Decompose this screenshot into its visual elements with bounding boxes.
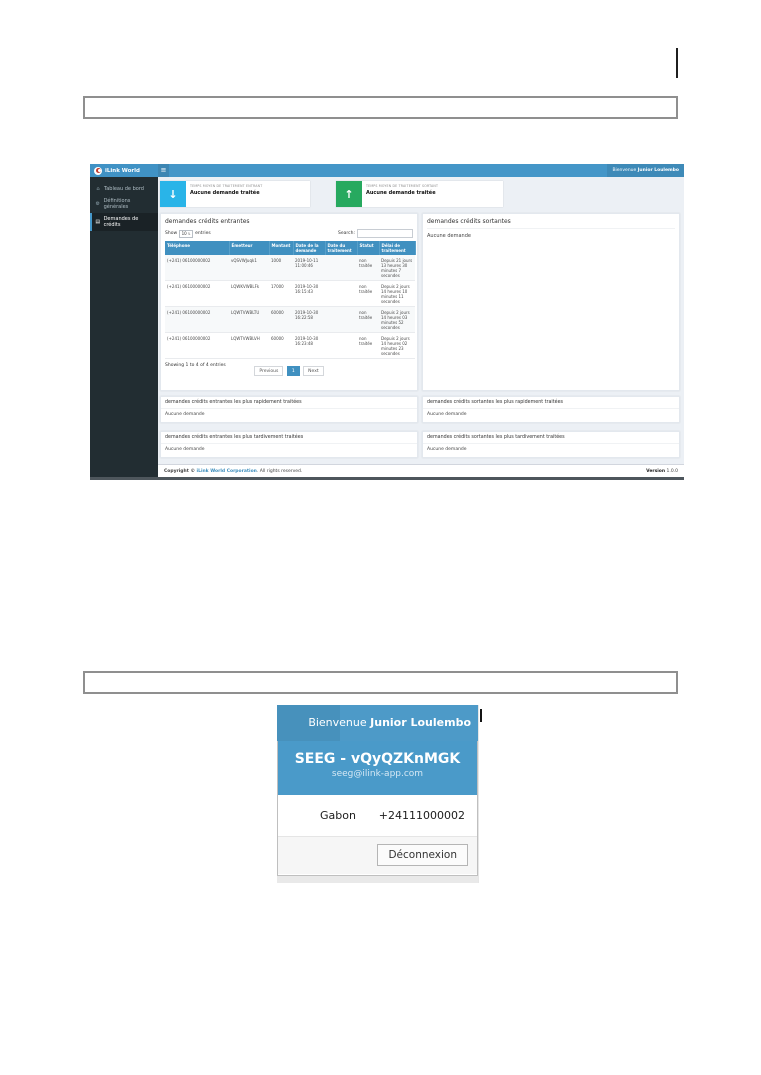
show-label: Show [165,231,178,236]
cell-status: non traitée [357,255,379,281]
company-link[interactable]: iLink World Corporation [196,468,257,474]
outgoing-credits-panel [422,213,680,391]
welcome-user-menu[interactable] [607,164,684,177]
user-dropdown-body [278,795,477,836]
cell-processed-date [325,307,357,333]
panel-title: demandes crédits sortantes [427,218,511,225]
sidebar [90,177,158,477]
cell-amount: 1000 [269,255,293,281]
incoming-credits-panel [160,213,418,391]
table-row [165,333,415,359]
cell-delay: Depuis 2 jours 14 heures 10 minutes 11 secondes [379,281,415,307]
sidebar-item-definitions-generales[interactable] [90,195,158,213]
stat-title: TEMPS MOYEN DE TRAITEMENT ENTRANT [190,184,263,188]
user-dropdown-footer [278,836,477,874]
stat-title: TEMPS MOYEN DE TRAITEMENT SORTANT [366,184,439,188]
brand-name: iLink World [105,167,140,174]
cell-request-date: 2019-10-30 16:22:58 [293,307,325,333]
chevron-updown-icon: ⇅ [187,231,191,236]
sidebar-item-tableau-de-bord[interactable] [90,183,158,195]
cell-phone: (+241) 06100000002 [165,281,229,307]
cell-processed-date [325,333,357,359]
sidebar-item-label: Tableau de bord [104,186,144,192]
cell-emitter: LQWKVWBLFk [229,281,269,307]
user-menu-screenshot [277,705,483,883]
logout-button[interactable]: Déconnexion [377,844,468,866]
main-content [158,177,684,464]
user-dropdown-header [278,741,477,795]
cell-request-date: 2019-10-30 16:15:43 [293,281,325,307]
cell-emitter: LQWTVWBLTU [229,307,269,333]
cell-delay: Depuis 21 jours 13 heures 30 minutes 7 secondes [379,255,415,281]
panel-title: demandes crédits sortantes les plus rapidement traitées [423,397,679,409]
search-input[interactable] [357,229,413,238]
topbar [90,164,684,177]
empty-message: Aucune demande [427,447,467,452]
cell-delay: Depuis 2 jours 14 heures 02 minutes 23 secondes [379,333,415,359]
caption-box-1 [83,96,678,119]
welcome-prefix: Bienvenue [612,168,638,173]
cell-phone: (+241) 06100000002 [165,255,229,281]
entries-label: entries [195,231,211,236]
cell-emitter: LQWTVWBLVH [229,333,269,359]
sidebar-item-demandes-de-credits[interactable] [90,213,158,231]
cell-status: non traitée [357,307,379,333]
col-delai[interactable]: Délai de traitement [379,241,415,255]
col-telephone[interactable]: Téléphone [165,241,229,255]
account-phone: +24111000002 [378,809,465,822]
stat-value: Aucune demande traitée [190,190,260,196]
arrow-up-icon: ↑ [336,181,362,207]
account-country: Gabon [320,809,356,822]
table-row [165,281,415,307]
slowest-outgoing-panel [422,431,680,458]
empty-message: Aucune demande [165,412,205,417]
panel-title: demandes crédits entrantes les plus tardivement traitées [161,432,417,444]
cell-emitter: vQSVWJuqk1 [229,255,269,281]
welcome-user-menu[interactable] [308,705,471,741]
search-label: Search: [338,231,355,236]
cell-processed-date [325,255,357,281]
empty-message: Aucune demande [165,447,205,452]
sidebar-item-label: Demandes de crédits [103,216,139,228]
incoming-credits-table [165,241,416,359]
app-footer [158,464,684,477]
table-row [165,255,415,281]
dashboard-screenshot [90,164,684,480]
arrow-down-icon: ↓ [160,181,186,207]
col-montant[interactable]: Montant [269,241,293,255]
cell-request-date: 2019-10-30 16:23:48 [293,333,325,359]
panel-title: demandes crédits sortantes les plus tardivement traitées [423,432,679,444]
gear-icon: ⚙ [95,201,101,207]
cell-delay: Depuis 2 jours 14 heures 03 minutes 52 secondes [379,307,415,333]
brand-logo-icon [94,167,102,175]
sidebar-item-label: Définitions générales [103,198,131,210]
sidebar-nav [90,177,158,231]
col-date-demande[interactable]: Date de la demande [293,241,325,255]
col-emetteur[interactable]: Émetteur [229,241,269,255]
pagination-previous-button[interactable]: Previous [254,366,283,376]
account-title: SEEG - vQyQZKnMGK [294,751,461,767]
copyright-text: Copyright © iLink World Corporation. All rights reserved. [164,468,303,474]
sidebar-toggle-menu-icon[interactable]: ≡ [158,164,169,177]
empty-message: Aucune demande [427,233,471,239]
stat-card-entrant [160,181,310,207]
col-date-traitement[interactable]: Date du traitement [325,241,357,255]
fastest-outgoing-panel [422,396,680,423]
col-statut[interactable]: Statut [357,241,379,255]
cell-amount: 17000 [269,281,293,307]
cell-amount: 60000 [269,307,293,333]
user-dropdown [277,741,478,876]
window-bottom-edge [90,477,684,480]
scrollbar-thumb[interactable] [480,709,482,722]
fastest-incoming-panel [160,396,418,423]
page-margin-line [676,48,678,78]
cell-request-date: 2019-10-11 11:00:46 [293,255,325,281]
empty-message: Aucune demande [427,412,467,417]
version-text: Version 1.0.0 [646,468,678,474]
cell-phone: (+241) 06100000002 [165,307,229,333]
slowest-incoming-panel [160,431,418,458]
brand[interactable] [90,164,158,177]
cell-processed-date [325,281,357,307]
cell-status: non traitée [357,333,379,359]
scrollbar-track[interactable] [478,705,483,883]
welcome-username: Junior Loulembo [637,168,679,173]
pagination [165,366,413,376]
table-showing-info: Showing 1 to 4 of 4 entries [165,363,226,368]
welcome-prefix: Bienvenue [308,716,371,729]
table-header-row [165,241,415,255]
pagination-next-button[interactable]: Next [303,366,323,376]
topbar [277,705,478,741]
cell-amount: 60000 [269,333,293,359]
page-background-strip [277,876,478,883]
stat-value: Aucune demande traitée [366,190,436,196]
pagination-page-1-button[interactable]: 1 [287,366,300,376]
cell-status: non traitée [357,281,379,307]
stat-card-sortant [336,181,503,207]
panel-title: demandes crédits entrantes [165,218,250,225]
panel-title: demandes crédits entrantes les plus rapidement traitées [161,397,417,409]
cell-phone: (+241) 06100000002 [165,333,229,359]
table-row [165,307,415,333]
dashboard-icon: ⌂ [96,186,100,192]
account-email: seeg@ilink-app.com [331,769,424,779]
entries-select[interactable]: 10 ⇅ [179,230,193,238]
credit-card-icon: ▤ [95,219,101,225]
caption-box-2 [83,671,678,694]
welcome-username: Junior Loulembo [370,716,471,729]
